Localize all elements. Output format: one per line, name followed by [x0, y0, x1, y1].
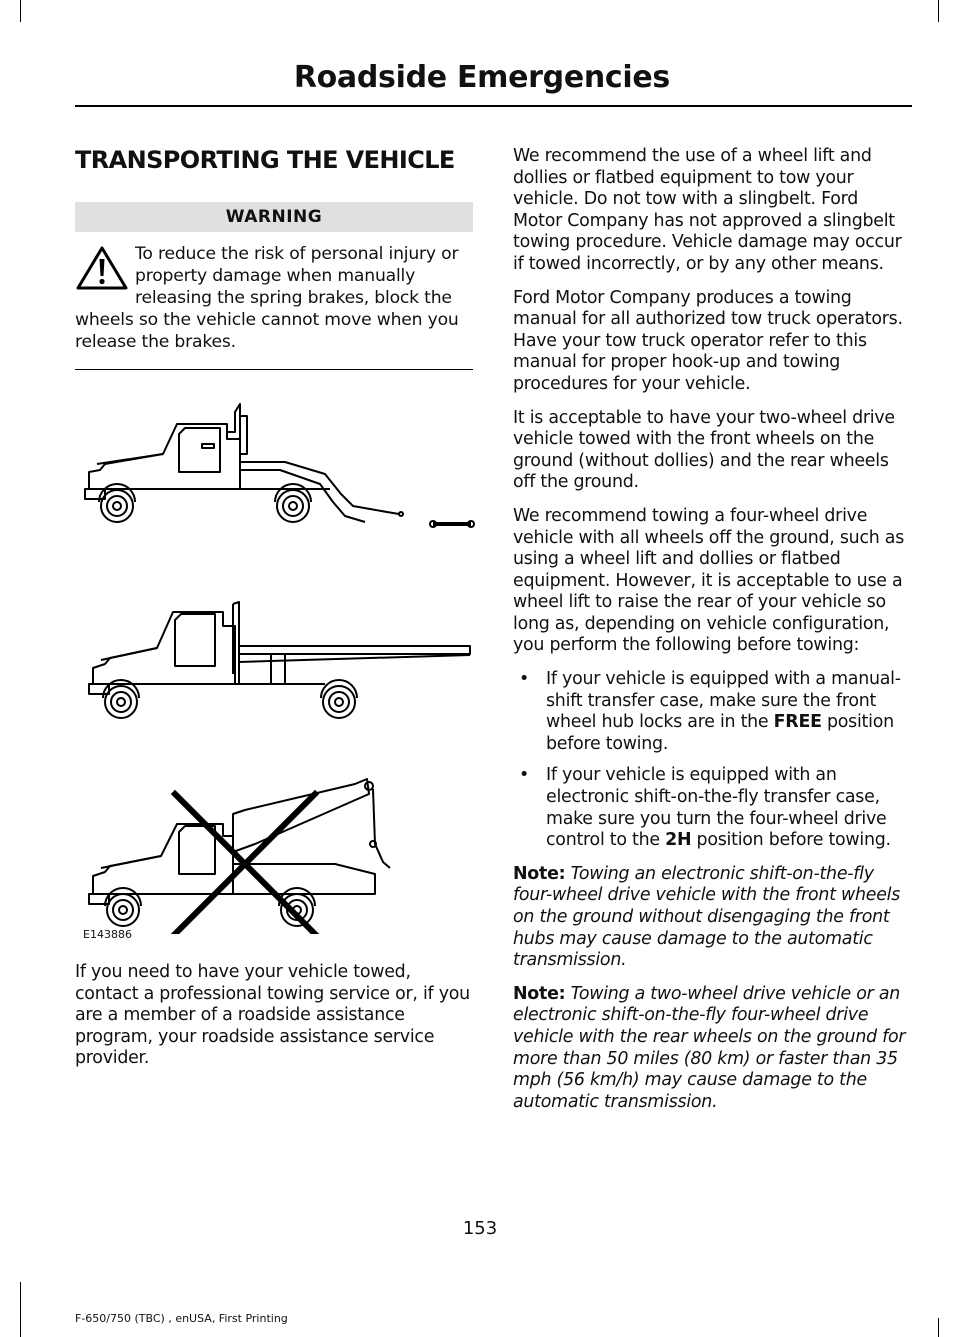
warning-divider — [75, 369, 473, 370]
flatbed-truck — [89, 602, 470, 718]
warning-triangle-icon — [75, 245, 129, 291]
page-number: 153 — [462, 1218, 498, 1239]
header-rule — [75, 105, 912, 107]
wheel-lift-truck — [85, 404, 474, 527]
slingbelt-wrecker-truck — [89, 779, 390, 926]
note-rear-wheels: Note: Towing a two-wheel drive vehicle or an electronic shift-on-the-fly four-wheel drive vehicle with the rear wheels on the ground for more than 50 miles (80 km) or faster than 35 mph (56 km/h) may cause damage to the automatic transmission. — [513, 983, 906, 1112]
paragraph-two-wheel-drive: It is acceptable to have your two-wheel drive vehicle towed with the front wheels on the ground (without dollies) and the rear wheels off the ground. — [513, 407, 895, 493]
page-header-title: Roadside Emergencies — [293, 60, 670, 95]
paragraph-wheel-lift: We recommend the use of a wheel lift and dollies or flatbed equipment to tow your vehicle. Do not tow with a slingbelt. Ford Motor Company has not approved a slingbelt towing procedure. Vehicle damage may occur if towed incorrectly, or by any other means. — [513, 146, 902, 274]
left-column — [75, 146, 473, 1082]
warning-heading: WARNING — [75, 202, 473, 232]
paragraph-towing-manual: Ford Motor Company produces a towing manual for all authorized tow truck operators. Have your tow truck operator refer to this manual for proper hook-up and towing procedures for your vehicle. — [513, 287, 903, 394]
bullet-list — [513, 669, 907, 852]
warning-text: To reduce the risk of personal injury or property damage when manually releasing the spring brakes, block the wheels so the vehicle cannot move when you release the brakes. — [75, 244, 459, 352]
warning-box — [75, 202, 473, 370]
left-paragraph: If you need to have your vehicle towed, contact a professional towing service or, if you are a member of a roadside assistance program, your roadside assistance service provider. — [75, 962, 470, 1069]
figure-code: E143886 — [83, 928, 132, 941]
footer-text: F-650/750 (TBC) , enUSA, First Printing — [75, 1312, 288, 1325]
towing-illustration — [75, 374, 481, 941]
list-item: • If your vehicle is equipped with an electronic shift-on-the-fly transfer case, make sure you turn the four-wheel drive control to the 2H position before towing. — [519, 765, 891, 851]
tow-truck-figures — [75, 374, 481, 934]
crop-mark — [20, 1282, 21, 1337]
section-title: TRANSPORTING THE VEHICLE — [75, 146, 455, 174]
right-column — [513, 146, 907, 1125]
crop-mark — [938, 0, 939, 22]
note-front-hubs: Note: Towing an electronic shift-on-the-fly four-wheel drive vehicle with the front wheels on the ground without disengaging the front hubs may cause damage to the automatic transmission. — [513, 863, 901, 971]
crop-mark — [938, 1318, 939, 1337]
list-item: • If your vehicle is equipped with a manual-shift transfer case, make sure the front wheel hub locks are in the FREE position before towing. — [519, 669, 901, 754]
paragraph-four-wheel-drive: We recommend towing a four-wheel drive vehicle with all wheels off the ground, such as using a wheel lift and dollies or flatbed equipment. However, it is acceptable to use a wheel lift to raise the rear of your vehicle so long as, depending on vehicle configuration, you perform the following before towing: — [513, 505, 905, 656]
crop-mark — [20, 0, 21, 22]
